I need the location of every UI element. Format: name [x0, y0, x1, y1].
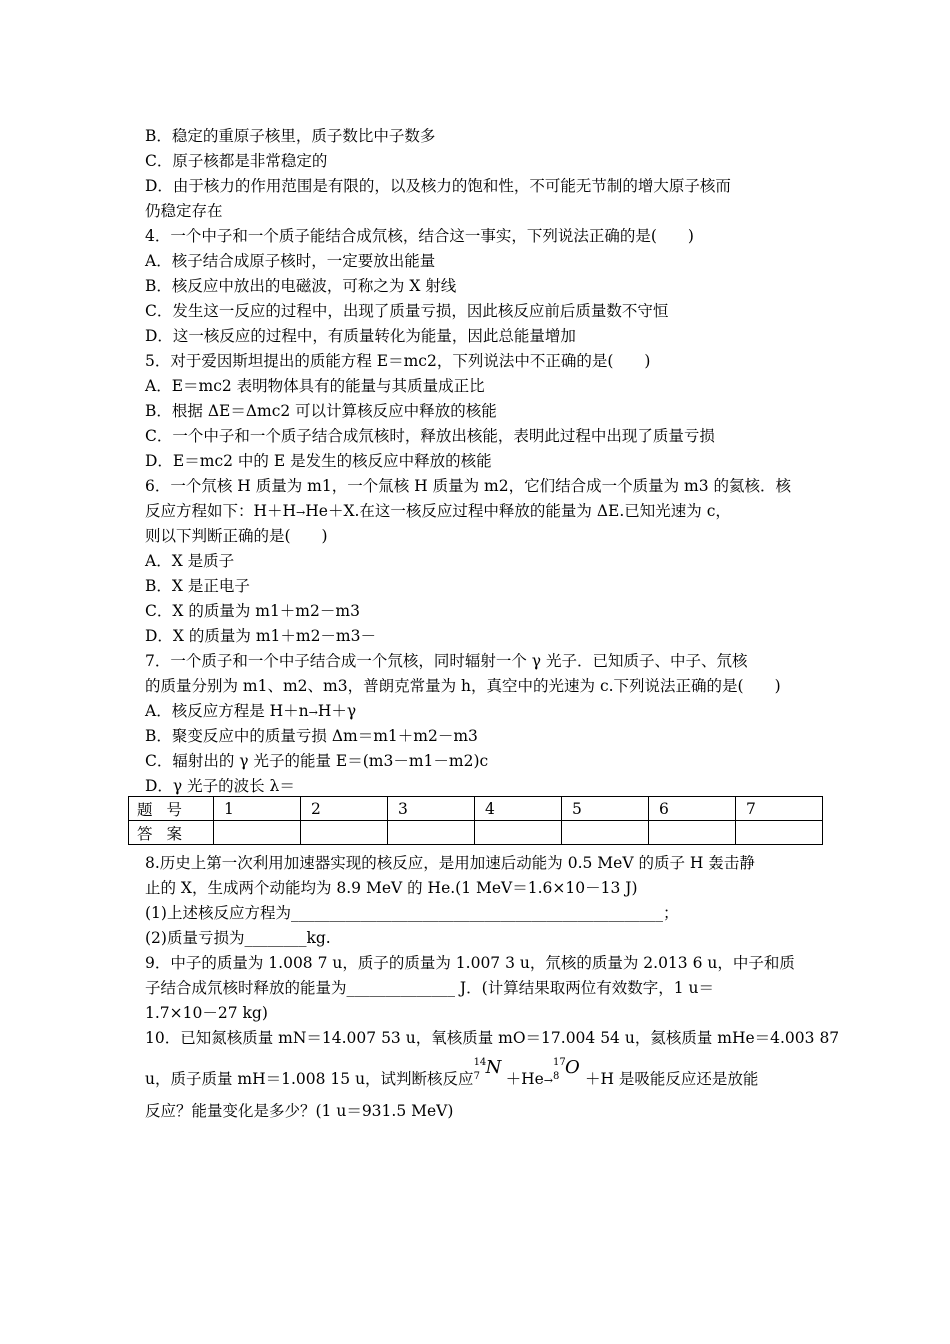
question-10-cont: 反应？能量变化是多少？(1 u＝931.5 MeV)	[145, 1102, 454, 1120]
answer-cell[interactable]	[388, 821, 475, 845]
option-6d: D．X 的质量为 m1＋m2－m3－	[145, 627, 376, 645]
answer-cell[interactable]	[475, 821, 562, 845]
question-9: 9．中子的质量为 1.008 7 u，质子的质量为 1.007 3 u，氘核的质量为 2.013 6 u，中子和质	[145, 954, 795, 972]
question-7-cont: 的质量分别为 m1、m2、m3，普朗克常量为 h，真空中的光速为 c.下列说法正确的是( )	[145, 677, 781, 695]
question-5: 5．对于爱因斯坦提出的质能方程 E＝mc2，下列说法中不正确的是( )	[145, 352, 651, 370]
question-8: 8.历史上第一次利用加速器实现的核反应，是用加速后动能为 0.5 MeV 的质子 H 轰击静	[145, 854, 755, 872]
table-cell-number: 5	[562, 797, 649, 821]
table-cell-number: 2	[301, 797, 388, 821]
oxygen-isotope: 17 8 O	[552, 1057, 580, 1082]
table-cell-number: 3	[388, 797, 475, 821]
question-6: 6．一个氘核 H 质量为 m1，一个氚核 H 质量为 m2，它们结合成一个质量为 m3 的氦核．核	[145, 477, 791, 495]
option-7c: C．辐射出的 γ 光子的能量 E＝(m3－m1－m2)c	[145, 752, 489, 770]
option-5b: B．根据 ΔE＝Δmc2 可以计算核反应中释放的核能	[145, 402, 497, 420]
question-8-cont: 止的 X，生成两个动能均为 8.9 MeV 的 He.(1 MeV＝1.6×10－13 J)	[145, 879, 638, 897]
question-7: 7．一个质子和一个中子结合成一个氘核，同时辐射一个 γ 光子．已知质子、中子、氘核	[145, 652, 748, 670]
question-8-part2: (2)质量亏损为________kg.	[145, 929, 331, 947]
option-6c: C．X 的质量为 m1＋m2－m3	[145, 602, 360, 620]
question-9-cont2: 1.7×10－27 kg)	[145, 1004, 268, 1022]
table-cell-number: 6	[649, 797, 736, 821]
question-10: 10．已知氮核质量 mN＝14.007 53 u，氧核质量 mO＝17.004 54 u，氦核质量 mHe＝4.003 87	[145, 1029, 840, 1047]
table-cell-number: 1	[214, 797, 301, 821]
option-5d: D．E＝mc2 中的 E 是发生的核反应中释放的核能	[145, 452, 492, 470]
row-label-answer: 答案	[129, 821, 214, 845]
option-3b: B．稳定的重原子核里，质子数比中子数多	[145, 127, 436, 145]
answer-cell[interactable]	[649, 821, 736, 845]
question-6-cont: 则以下判断正确的是( )	[145, 527, 328, 545]
option-6b: B．X 是正电子	[145, 577, 250, 595]
question-10-equation: u，质子质量 mH＝1.008 15 u，试判断核反应 14 7 N ＋He→ 17 8 O ＋H 是吸能反应还是放能	[145, 1057, 759, 1088]
option-3d: D．由于核力的作用范围是有限的，以及核力的饱和性，不可能无节制的增大原子核而	[145, 177, 731, 195]
option-6a: A．X 是质子	[145, 552, 235, 570]
row-label-number: 题号	[129, 797, 214, 821]
question-6-equation: 反应方程如下：H＋H→He＋X.在这一核反应过程中释放的能量为 ΔE.已知光速为 c，	[145, 502, 731, 520]
table-row	[129, 797, 823, 821]
option-4a: A．核子结合成原子核时，一定要放出能量	[145, 252, 436, 270]
option-4c: C．发生这一反应的过程中，出现了质量亏损，因此核反应前后质量数不守恒	[145, 302, 669, 320]
nitrogen-isotope: 14 7 N	[473, 1057, 502, 1082]
option-7d: D．γ 光子的波长 λ＝	[145, 777, 295, 795]
table-row	[129, 821, 823, 845]
question-9-cont: 子结合成氘核时释放的能量为______________ J．(计算结果取两位有效数字，1 u＝	[145, 979, 714, 997]
option-3d-cont: 仍稳定存在	[145, 202, 223, 220]
answer-table	[128, 796, 823, 845]
question-4: 4．一个中子和一个质子能结合成氘核，结合这一事实，下列说法正确的是( )	[145, 227, 694, 245]
table-cell-number: 4	[475, 797, 562, 821]
answer-cell[interactable]	[301, 821, 388, 845]
table-cell-number: 7	[736, 797, 823, 821]
option-5c: C．一个中子和一个质子结合成氘核时，释放出核能，表明此过程中出现了质量亏损	[145, 427, 715, 445]
option-3c: C．原子核都是非常稳定的	[145, 152, 328, 170]
answer-cell[interactable]	[736, 821, 823, 845]
option-5a: A．E＝mc2 表明物体具有的能量与其质量成正比	[145, 377, 485, 395]
answer-cell[interactable]	[214, 821, 301, 845]
question-8-part1: (1)上述核反应方程为________________________________________________；	[145, 904, 679, 922]
option-7b: B．聚变反应中的质量亏损 Δm＝m1＋m2－m3	[145, 727, 478, 745]
option-4b: B．核反应中放出的电磁波，可称之为 X 射线	[145, 277, 457, 295]
option-7a: A．核反应方程是 H＋n→H＋γ	[145, 702, 357, 720]
option-4d: D．这一核反应的过程中，有质量转化为能量，因此总能量增加	[145, 327, 576, 345]
answer-cell[interactable]	[562, 821, 649, 845]
